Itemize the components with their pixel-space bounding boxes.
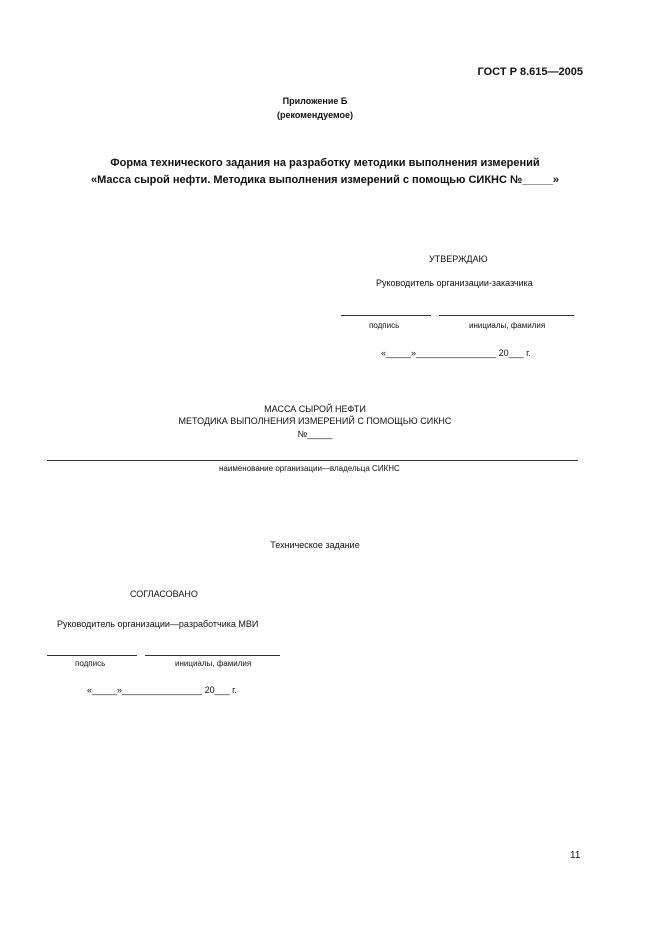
form-title-line2: «Масса сырой нефти. Методика выполнения измерений с помощью СИКНС №_____» — [91, 174, 559, 186]
document-type: Техническое задание — [270, 540, 360, 550]
agreement-name-line — [145, 655, 280, 656]
document-name-line2: МЕТОДИКА ВЫПОЛНЕНИЯ ИЗМЕРЕНИЙ С ПОМОЩЬЮ СИКНС — [178, 416, 452, 426]
document-number: №_____ — [297, 429, 333, 439]
document-name-line1: МАССА СЫРОЙ НЕФТИ — [264, 404, 366, 414]
approval-name-line — [439, 315, 574, 316]
agreement-signature-line — [47, 655, 137, 656]
agreement-name-caption: инициалы, фамилия — [175, 659, 252, 668]
agreement-heading: СОГЛАСОВАНО — [130, 589, 198, 599]
approval-role: Руководитель организации-заказчика — [376, 278, 533, 288]
organization-line — [47, 460, 578, 461]
standard-code: ГОСТ Р 8.615—2005 — [477, 66, 583, 78]
agreement-date-line: «_____»________________ 20___ г. — [87, 685, 237, 695]
form-title-line1: Форма технического задания на разработку методики выполнения измерений — [110, 157, 540, 169]
approval-name-caption: инициалы, фамилия — [469, 321, 546, 330]
appendix-title: Приложение Б — [282, 96, 348, 106]
approval-date-line: «_____»________________ 20___ г. — [381, 348, 531, 358]
page-number: 11 — [570, 850, 581, 861]
agreement-signature-caption: подпись — [75, 659, 106, 668]
approval-signature-line — [341, 315, 431, 316]
agreement-role: Руководитель организации—разработчика МВИ — [57, 619, 259, 629]
approval-heading: УТВЕРЖДАЮ — [429, 254, 488, 264]
appendix-status: (рекомендуемое) — [277, 110, 353, 120]
organization-caption: наименование организации—владельца СИКНС — [219, 464, 400, 473]
approval-signature-caption: подпись — [369, 321, 400, 330]
